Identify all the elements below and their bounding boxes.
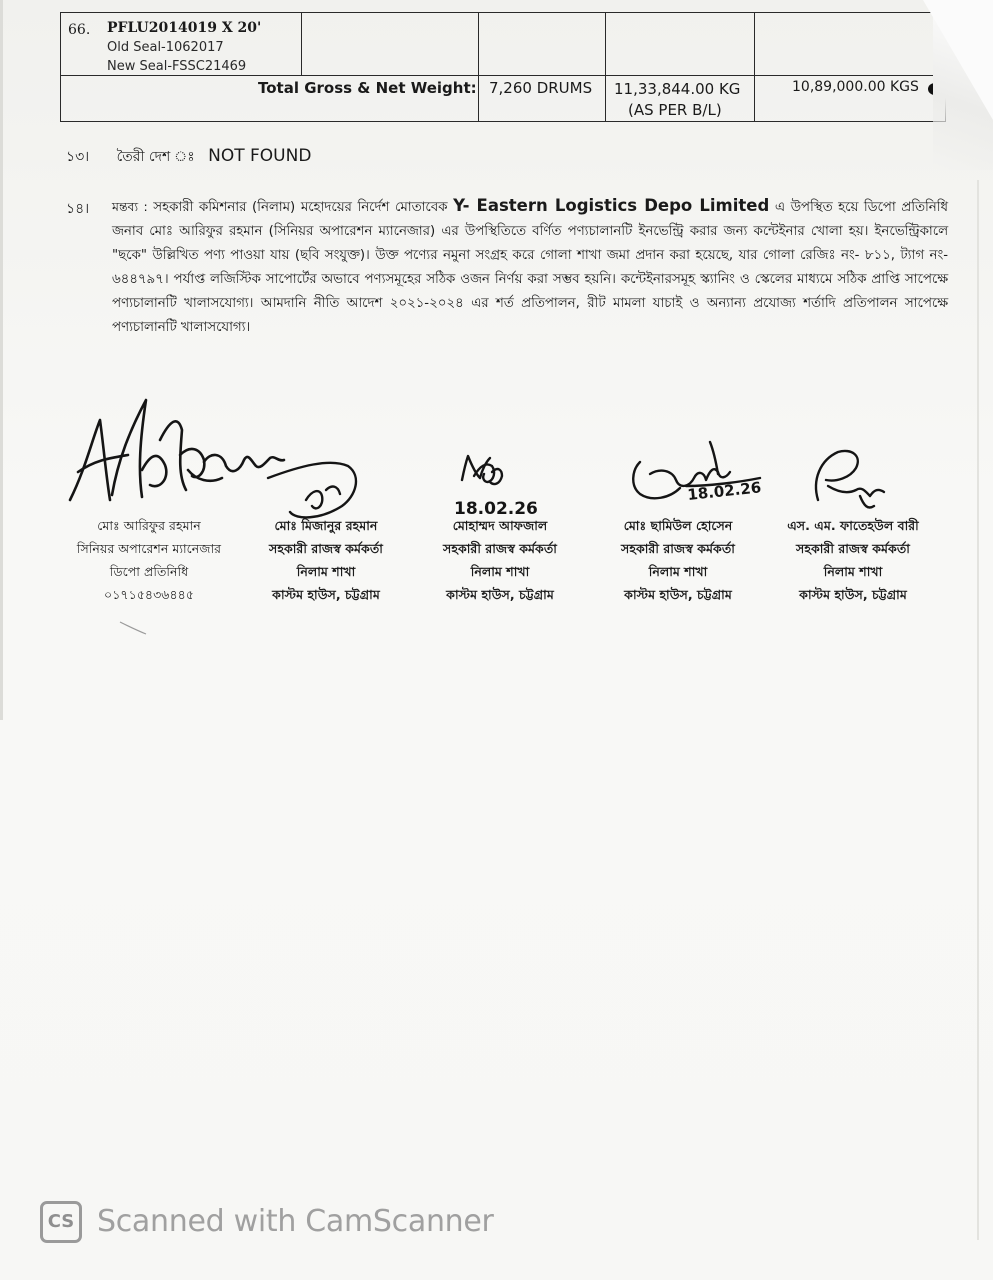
- signatory-name: মোঃ মিজানুর রহমান: [274, 518, 378, 533]
- section-number: ১৪।: [66, 201, 90, 217]
- depot-name: Y- Eastern Logistics Depo Limited: [453, 196, 770, 215]
- total-weight-label: Total Gross & Net Weight:: [258, 79, 477, 97]
- signatory-officer-3: [594, 514, 762, 606]
- signatory-section: নিলাম শাখা: [648, 564, 708, 579]
- signatory-section: নিলাম শাখা: [296, 564, 356, 579]
- signature-scrawl-1: [70, 400, 284, 500]
- signature-date-4: 18.02.26: [686, 478, 763, 504]
- signatory-officer-2: [416, 514, 584, 606]
- signatory-title: সহকারী রাজস্ব কর্মকর্তা: [621, 541, 735, 556]
- signature-scrawl-5: [816, 451, 884, 508]
- section-number: ১৩।: [66, 149, 90, 165]
- signature-scrawl-3: [462, 456, 502, 484]
- remarks-text-start: সহকারী কমিশনার (নিলাম) মহোদয়ের নির্দেশ মোতাবেক: [153, 200, 448, 215]
- signatory-section: নিলাম শাখা: [470, 564, 530, 579]
- signatory-name: মোঃ ছামিউল হোসেন: [623, 518, 733, 533]
- new-seal: New Seal-FSSC21469: [107, 59, 247, 74]
- signatory-office: কাস্টম হাউস, চট্টগ্রাম: [446, 587, 554, 602]
- signatory-phone: ০১৭১৫৪৩৬৪৪৫: [104, 587, 194, 602]
- signatory-section: নিলাম শাখা: [823, 564, 883, 579]
- stray-mark: [120, 622, 146, 634]
- signatory-depot-representative: [58, 514, 240, 606]
- camscanner-logo-icon: CS: [40, 1201, 82, 1243]
- signatory-title: সহকারী রাজস্ব কর্মকর্তা: [443, 541, 557, 556]
- signature-scrawl-2: [268, 463, 356, 518]
- remarks-label: মন্তব্য :: [112, 199, 148, 214]
- signatory-officer-1: [246, 514, 406, 606]
- gross-weight-value: 11,33,844.00 KG: [614, 80, 741, 98]
- signatory-role: ডিপো প্রতিনিধি: [109, 564, 189, 579]
- signatory-officer-4: [772, 514, 934, 606]
- signature-date-3: 18.02.26: [454, 499, 538, 519]
- origin-country-label: তৈরী দেশ ঃ: [116, 149, 195, 165]
- gross-weight-note: (AS PER B/L): [628, 101, 722, 119]
- origin-country-value: NOT FOUND: [208, 146, 312, 166]
- signatory-office: কাস্টম হাউস, চট্টগ্রাম: [272, 587, 380, 602]
- camscanner-watermark: Scanned with CamScanner: [97, 1204, 494, 1239]
- signatory-title: সহকারী রাজস্ব কর্মকর্তা: [269, 541, 383, 556]
- signatory-name: মোঃ আরিফুর রহমান: [97, 518, 201, 533]
- signatory-title: সিনিয়র অপারেশন ম্যানেজার: [76, 541, 222, 556]
- signatory-name: মোহাম্মদ আফজাল: [452, 518, 548, 533]
- container-number: PFLU2014019 X 20': [107, 20, 262, 36]
- drums-count: 7,260 DRUMS: [489, 79, 593, 97]
- signatory-office: কাস্টম হাউস, চট্টগ্রাম: [624, 587, 732, 602]
- old-seal: Old Seal-1062017: [107, 40, 224, 55]
- signatory-title: সহকারী রাজস্ব কর্মকর্তা: [796, 541, 910, 556]
- remarks-text-rest: এ উপস্থিত হয়ে ডিপো প্রতিনিধি জনাব মোঃ আরিফুর রহমান (সিনিয়র অপারেশন ম্যানেজার) এর উপস্থিতিতে বর্ণিত পণ্যচালানটি ইনভেন্ট্রি করার জন্য কন্টেইনার খোলা হয়। ইনভেন্ট্রিকালে "ছকে" উল্লিখিত পণ্য পাওয়া যায় (ছবি সংযুক্ত)। উক্ত পণ্যের নমুনা সংগ্রহ করে গোলা শাখা জমা প্রদান করা হয়েছে, যার গোলা রেজিঃ নং- ৮১১, ট্যাগ নং- ৬৪৪৭৯৭। পর্যাপ্ত লজিস্টিক সাপোর্টের অভাবে পণ্যসমূহের সঠিক ওজন নির্ণয় করা সম্ভব হয়নি। কন্টেইনারসমূহ স্ক্যানিং ও স্কেলের মাধ্যমে সঠিক প্রাপ্তি সাপেক্ষে পণ্যচালানটি খালাসযোগ্য। আমদানি নীতি আদেশ ২০২১-২০২৪ এর শর্ত প্রতিপালন, রীট মামলা যাচাই ও অন্যান্য প্রযোজ্য শর্তাদি প্রতিপালন সাপেক্ষে পণ্যচালানটি খালাসযোগ্য।: [112, 200, 948, 335]
- net-weight: 10,89,000.00 KGS: [792, 79, 919, 95]
- signatory-name: এস. এম. ফাতেহউল বারী: [787, 518, 919, 533]
- item-number: 66.: [68, 22, 91, 38]
- signatory-office: কাস্টম হাউস, চট্টগ্রাম: [799, 587, 907, 602]
